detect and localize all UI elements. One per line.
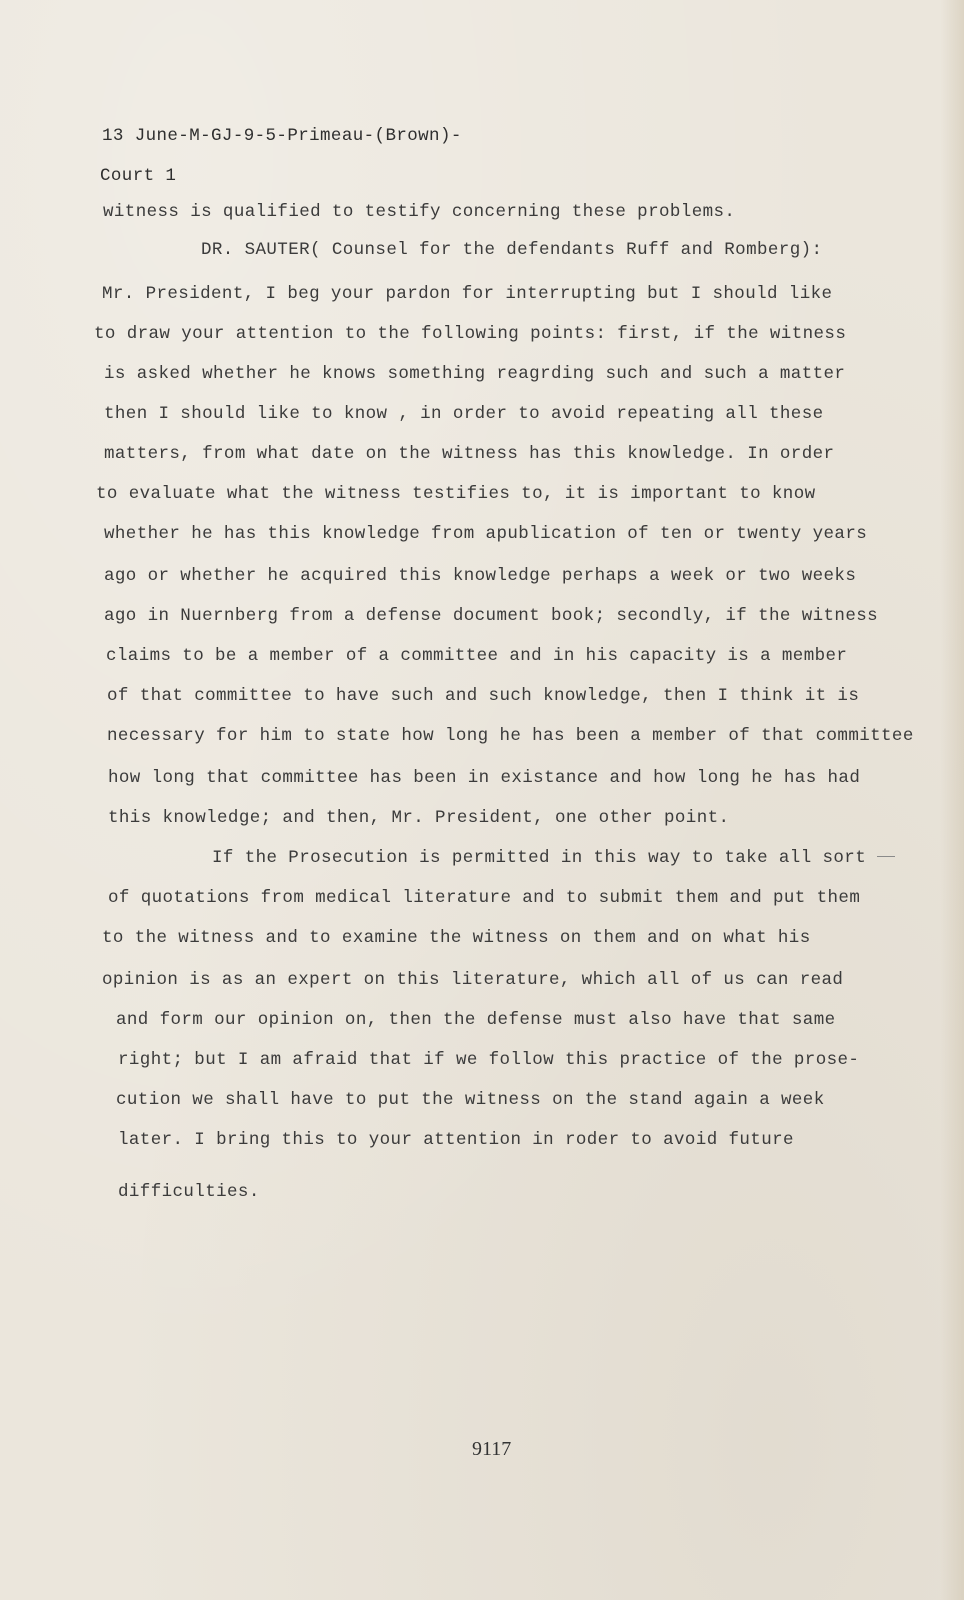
body-line: claims to be a member of a committee and in his capacity is a member (106, 646, 848, 666)
body-line: of quotations from medical literature and to submit them and put them (108, 888, 861, 908)
body-line: to the witness and to examine the witness on them and on what his (102, 928, 811, 948)
body-line: ago in Nuernberg from a defense document book; secondly, if the witness (104, 606, 879, 626)
body-line: then I should like to know , in order to avoid repeating all these (104, 404, 824, 424)
body-line: how long that committee has been in existance and how long he has had (108, 768, 861, 788)
body-line: to draw your attention to the following points: first, if the witness (94, 324, 847, 344)
body-line: right; but I am afraid that if we follow this practice of the prose- (118, 1050, 860, 1070)
margin-mark (877, 856, 895, 857)
body-line: to evaluate what the witness testifies to, it is important to know (96, 484, 816, 504)
body-line: matters, from what date on the witness has this knowledge. In order (104, 444, 835, 464)
body-line: ago or whether he acquired this knowledge perhaps a week or two weeks (104, 566, 857, 586)
body-line: If the Prosecution is permitted in this way to take all sort (212, 848, 867, 868)
body-line: DR. SAUTER( Counsel for the defendants Ruff and Romberg): (201, 240, 823, 260)
body-line: necessary for him to state how long he has been a member of that committee (107, 726, 914, 746)
page-number: 9117 (472, 1438, 512, 1460)
body-line: opinion is as an expert on this literature, which all of us can read (102, 970, 844, 990)
body-line: whether he has this knowledge from apublication of ten or twenty years (104, 524, 868, 544)
body-line: is asked whether he knows something reagrding such and such a matter (104, 364, 846, 384)
body-line: of that committee to have such and such knowledge, then I think it is (107, 686, 860, 706)
body-line: witness is qualified to testify concerning these problems. (103, 202, 736, 222)
body-line: this knowledge; and then, Mr. President, one other point. (108, 808, 730, 828)
body-line: and form our opinion on, then the defense must also have that same (116, 1010, 836, 1030)
court-line: Court 1 (100, 166, 177, 186)
body-line: later. I bring this to your attention in roder to avoid future (118, 1130, 794, 1150)
paper-edge (940, 0, 964, 1600)
header-reference-line: 13 June-M-GJ-9-5-Primeau-(Brown)- (102, 126, 462, 146)
body-line: cution we shall have to put the witness on the stand again a week (116, 1090, 825, 1110)
body-line: difficulties. (118, 1182, 260, 1202)
body-line: Mr. President, I beg your pardon for interrupting but I should like (102, 284, 833, 304)
